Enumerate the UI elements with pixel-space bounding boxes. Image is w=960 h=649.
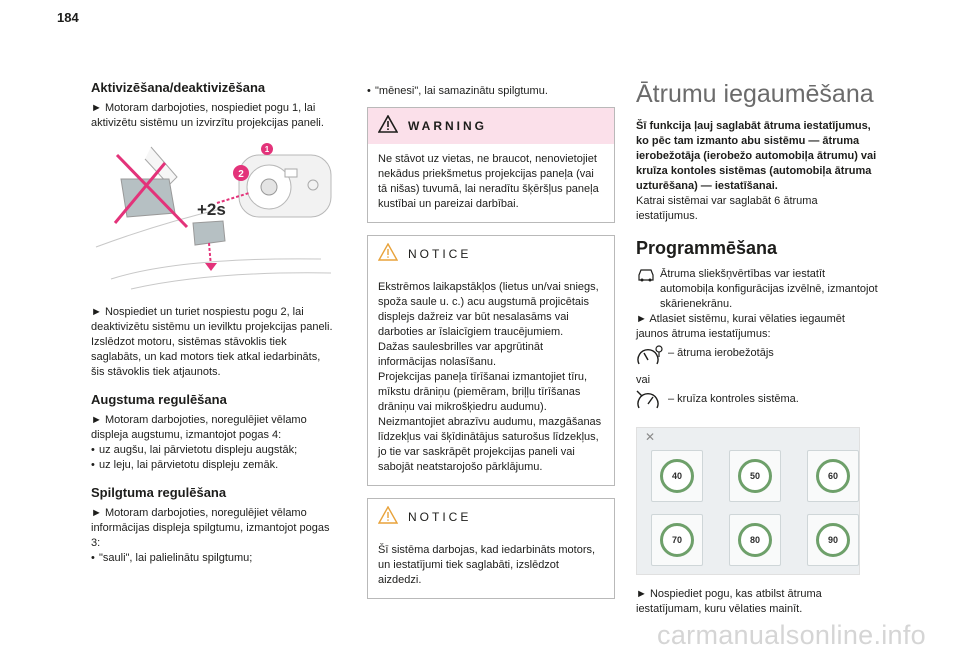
option-cruise: – kruīza kontroles sistēma.: [668, 393, 799, 405]
warning-box: [367, 107, 615, 223]
activation-paragraph-3: Izslēdzot motoru, sistēmas stāvoklis tiek saglabāts, un kad motors tiek atkal iedarbināts, šis stāvoklis tiek atjaunots.: [91, 336, 321, 378]
hud-control-illustration: [91, 139, 335, 291]
notice-1-paragraph-3: Projekcijas paneļa tīrīšanai izmantojiet tīru, mīkstu drāniņu (piemēram, briļļu tīrīšanas drāniņu vai mikrošķiedru audumu). Neizmantojiet abrazīvu audumu, mazgāšanas līdzekļus vai šķīdinātājus saturošus līdzekļus, jo tie var saskrāpēt projekcijas paneli vai sabojāt neatstarojošo pārklājumu.: [378, 371, 602, 473]
page-number: 184: [57, 10, 79, 25]
speed-sign: 40: [660, 459, 694, 493]
speed-limiter-icon: [636, 344, 664, 373]
option-limiter: – ātruma ierobežotājs: [668, 347, 774, 359]
notice-header-2: [368, 499, 614, 535]
lead-paragraph: Šī funkcija ļauj saglabāt ātruma iestatījumus, ko pēc tam izmanto abu sistēmu — ātruma ierobežotāja (ierobežo automobiļa ātrumu) vai kruīza kontoles sistēmas (automobiļa ātruma uzturēšana) — iestatīšanai.: [636, 120, 877, 192]
programming-paragraph-2: ► Atlasiet sistēmu, kurai vēlaties iegaumēt jaunos ātruma iestatījumus:: [636, 313, 845, 340]
height-bullet-up: • uz augšu, lai pārvietotu displeju augstāk;: [91, 443, 335, 458]
speed-sign: 60: [816, 459, 850, 493]
car-settings-icon: [636, 267, 656, 288]
speed-sign: 50: [738, 459, 772, 493]
brightness-bullet-sun: • "sauli", lai palielinātu spilgtumu;: [91, 551, 335, 566]
hold-duration-label: +2s: [197, 200, 226, 219]
brightness-paragraph: ► Motoram darbojoties, noregulējiet vēlamo informācijas displeja spilgtumu, izmantojot pogas 3:: [91, 507, 330, 549]
option-cruise-row: [636, 388, 878, 417]
speed-button-40[interactable]: [651, 450, 703, 502]
badge-1-label: 1: [264, 145, 270, 154]
height-paragraph: ► Motoram darbojoties, noregulējiet vēlamo displeja augstumu, izmantojot pogas 4:: [91, 414, 307, 441]
heading-height: Augstuma regulēšana: [91, 392, 227, 407]
speed-memory-panel: [636, 427, 860, 575]
warning-header: [368, 108, 614, 144]
speed-button-70[interactable]: [651, 514, 703, 566]
notice-title-2: NOTICE: [408, 510, 472, 524]
heading-activation: Aktivizēšana/deaktivizēšana: [91, 80, 266, 95]
warning-triangle-icon: [378, 115, 398, 138]
option-limiter-row: [636, 344, 878, 373]
notice-triangle-icon: [378, 243, 398, 266]
warning-title: WARNING: [408, 119, 487, 133]
notice-box-1: [367, 235, 615, 486]
or-text: vai: [636, 374, 651, 386]
close-icon[interactable]: ✕: [645, 430, 656, 444]
notice-header-1: [368, 236, 614, 272]
watermark: carmanualsonline.info: [657, 620, 926, 649]
brightness-bullet-moon: • "mēnesi", lai samazinātu spilgtumu.: [367, 84, 615, 99]
notice-body-1: [368, 272, 614, 485]
cruise-control-icon: [636, 388, 664, 417]
height-bullet-down: • uz leju, lai pārvietotu displeju zemāk.: [91, 458, 335, 473]
notice-title-1: NOTICE: [408, 247, 472, 261]
speed-button-60[interactable]: [807, 450, 859, 502]
notice-text-2: Šī sistēma darbojas, kad iedarbināts motors, un iestatījumi tiek saglabāti, izslēdzot aizdedzi.: [378, 544, 596, 586]
speed-sign: 70: [660, 523, 694, 557]
speed-sign: 90: [816, 523, 850, 557]
speed-button-50[interactable]: [729, 450, 781, 502]
column-1: [91, 80, 335, 566]
column-3: [636, 76, 878, 617]
heading-programming: Programmēšana: [636, 238, 778, 258]
speed-sign: 80: [738, 523, 772, 557]
heading-brightness: Spilgtuma regulēšana: [91, 485, 227, 500]
activation-paragraph-1: ► Motoram darbojoties, nospiediet pogu 1, lai aktivizētu sistēmu un izvirzītu projekcijas paneli.: [91, 102, 324, 129]
notice-1-paragraph-2: Dažas saulesbrilles var apgrūtināt informācijas nolasīšanu.: [378, 341, 544, 368]
config-row: [636, 267, 878, 312]
speed-button-90[interactable]: [807, 514, 859, 566]
notice-box-2: [367, 498, 615, 599]
notice-triangle-icon: [378, 506, 398, 529]
activation-paragraph-2: ► Nospiediet un turiet nospiestu pogu 2, lai deaktivizētu sistēmu un ievilktu projekcijas paneli.: [91, 306, 333, 333]
column-2: [367, 84, 615, 611]
speed-button-80[interactable]: [729, 514, 781, 566]
section-title: Ātrumu iegaumēšana: [636, 80, 874, 108]
warning-text: Ne stāvot uz vietas, ne braucot, nenovietojiet nekādus priekšmetus projekcijas paneļa (vai tā nišas) tuvumā, lai neradītu šķēršļus paneļa kustībai un pareizai darbībai.: [378, 153, 599, 210]
badge-2-label: 2: [238, 169, 244, 180]
lead-paragraph-2: Katrai sistēmai var saglabāt 6 ātruma iestatījumus.: [636, 195, 818, 222]
final-paragraph: ► Nospiediet pogu, kas atbilst ātruma iestatījumam, kuru vēlaties mainīt.: [636, 588, 822, 615]
notice-1-paragraph-1: Ekstrēmos laikapstākļos (lietus un/vai sniegs, spoža saule u. c.) acu augstumā projicētais displejs dažreiz var būt nesalasāms vai darboties ar īslaicīgiem traucējumiem.: [378, 281, 599, 338]
programming-paragraph-1: Ātruma sliekšņvērtības var iestatīt automobiļa konfigurācijas izvēlnē, izmantojot skārienekrānu.: [660, 268, 878, 310]
speed-grid: [651, 450, 859, 566]
